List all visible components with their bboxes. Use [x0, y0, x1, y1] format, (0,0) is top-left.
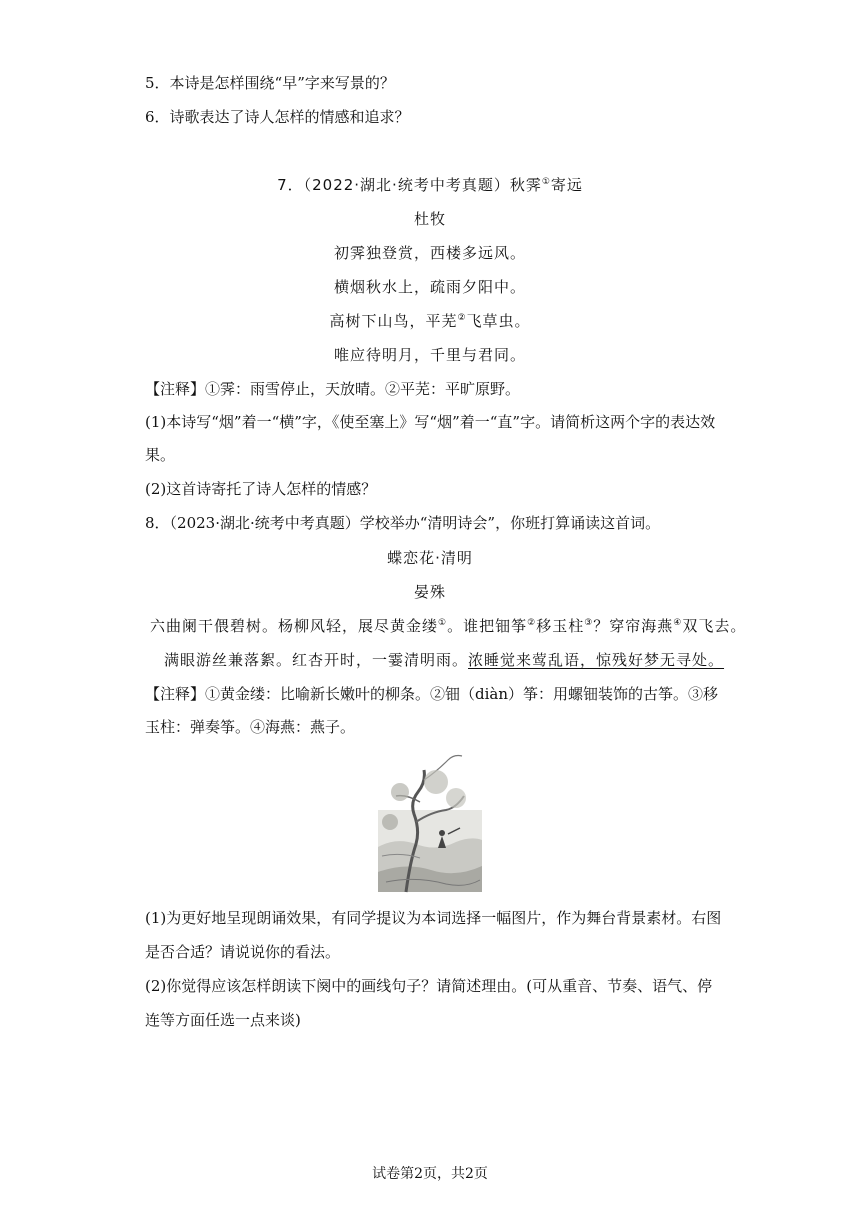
- q7-sub2: (2)这首诗寄托了诗人怎样的情感？: [145, 480, 377, 498]
- q8-ci-title: 蝶恋花·清明: [387, 549, 473, 567]
- question-5: 5．本诗是怎样围绕“早”字来写景的？: [145, 74, 395, 92]
- underlined-sentence: 浓睡觉来莺乱语，惊残好梦无寻处。: [468, 651, 725, 669]
- q8-sub2-line-2: 连等方面任选一点来谈): [145, 1011, 301, 1029]
- ink-painting-image: [376, 752, 484, 894]
- q8-sub1-line-1: (1)为更好地呈现朗诵效果，有同学提议为本词选择一幅图片，作为舞台背景素材。右图: [145, 909, 722, 927]
- q8-ci-line-1: 六曲阑干偎碧树。杨柳风轻，展尽黄金缕①。谁把钿筝②移玉柱③？穿帘海燕④双飞去。: [150, 617, 747, 635]
- q8-note-line-2: 玉柱：弹奏筝。④海燕：燕子。: [145, 718, 356, 736]
- q7-poem-line-3: 高树下山鸟，平芜②飞草虫。: [329, 312, 531, 330]
- q7-poem-line-4: 唯应待明月，千里与君同。: [333, 346, 526, 364]
- q7-author: 杜牧: [413, 210, 446, 228]
- q8-ci-line-2: 满眼游丝兼落絮。红杏开时，一霎清明雨。浓睡觉来莺乱语，惊残好梦无寻处。: [164, 651, 725, 669]
- q7-note: 【注释】①霁：雨雪停止，天放晴。②平芜：平旷原野。: [145, 380, 521, 398]
- q7-poem-line-1: 初霁独登赏，西楼多远风。: [333, 244, 526, 262]
- q7-sub1-line-2: 果。: [145, 446, 176, 464]
- page-footer: 试卷第2页，共2页: [372, 1166, 488, 1182]
- q7-sub1-line-1: (1)本诗写“烟”着一“横”字，《使至塞上》写“烟”着一“直”字。请简析这两个字的表达效: [145, 413, 716, 431]
- q8-note-line-1: 【注释】①黄金缕：比喻新长嫩叶的柳条。②钿（diàn）筝：用螺钿装饰的古筝。③移: [145, 685, 719, 703]
- q7-poem-line-2: 横烟秋水上，疏雨夕阳中。: [333, 278, 526, 296]
- q8-ci-author: 晏殊: [413, 583, 446, 601]
- question-6: 6．诗歌表达了诗人怎样的情感和追求？: [145, 108, 410, 126]
- q7-heading: 7．（2022·湖北·统考中考真题）秋霁①寄远: [277, 176, 583, 194]
- q8-sub2-line-1: (2)你觉得应该怎样朗读下阕中的画线句子？请简述理由。(可从重音、节奏、语气、停: [145, 977, 713, 995]
- q8-heading: 8．（2023·湖北·统考中考真题）学校举办“清明诗会”，你班打算诵读这首词。: [145, 514, 661, 532]
- q8-sub1-line-2: 是否合适？请说说你的看法。: [145, 943, 341, 961]
